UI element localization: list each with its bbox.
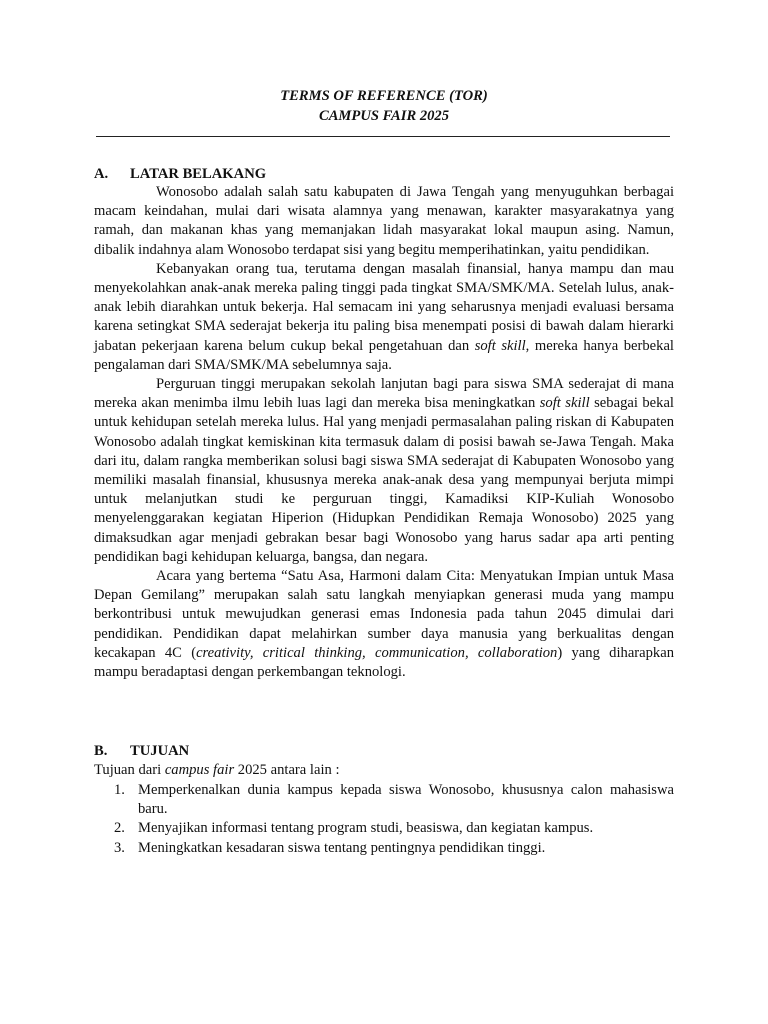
section-b-title: TUJUAN [130,743,190,759]
document-subtitle: CAMPUS FAIR 2025 [318,108,450,124]
paragraph-2 [94,260,674,375]
list-item [94,839,674,858]
list-item [94,819,674,838]
section-b-intro [94,761,340,780]
intro-emphasis: campus fair [164,762,235,778]
list-item-number: 2. [114,820,125,837]
paragraph-2-emphasis: soft skill [474,337,526,354]
paragraph-4-text-b: ) yang diharapkan mampu beradaptasi dengan perkembangan teknologi. [94,644,675,681]
list-item-number: 3. [114,839,125,856]
intro-text-a: Tujuan dari [94,762,165,778]
title-divider [96,136,670,137]
title-text-end: ) [482,88,488,104]
paragraph-3-text-a: Perguruan tinggi merupakan sekolah lanjutan bagi para siswa SMA sederajat di mana mereka akan menimba ilmu lebih luas lagi dan mereka bisa meningkatkan [94,376,674,412]
list-item-text: Menyajikan informasi tentang program studi, beasiswa, dan kegiatan kampus. [138,820,594,837]
paragraph-2-text-b: , mereka hanya berbekal pengalaman dari SMA/SMK/MA sebelumnya saja. [94,337,674,373]
paragraph-4 [94,567,674,682]
section-b-heading [94,742,189,761]
goals-list [94,781,674,858]
section-a-title: LATAR BELAKANG [130,166,267,182]
title-text-start: TERMS OF REFERENCE ( [280,88,454,104]
intro-text-b: 2025 antara lain : [234,762,340,778]
list-item-text: Meningkatkan kesadaran siswa tentang pentingnya pendidikan tinggi. [138,839,546,856]
paragraph-2-text-a: Kebanyakan orang tua, terutama dengan masalah finansial, hanya mampu dan mau menyekolahkan anak-anak mereka paling tinggi pada tingkat SMA/SMK/MA. Setelah lulus, anak-anak lebih diarahkan untuk bekerja. Hal semacam ini yang seharusnya menjadi evaluasi bersama karena setingkat SMA sederajat bekerja itu paling bisa menempati posisi di bawah dalam hierarki jabatan pekerjaan karena belum cukup bekal pengetahuan dan [94,260,674,354]
paragraph-1: Wonosobo adalah salah satu kabupaten di Jawa Tengah yang menyuguhkan berbagai macam keindahan, mulai dari wisata alamnya yang menawan, karakter masyarakatnya yang ramah, dan makanan khas yang memanjakan lidah masyarakat lokal maupun asing. Namun, dibalik indahnya alam Wonosobo terdapat sisi yang begitu memperihatinkan, yaitu pendidikan. [94,184,674,258]
list-item-text: Memperkenalkan dunia kampus kepada siswa Wonosobo, khususnya calon mahasiswa baru. [138,782,674,818]
document-title [0,87,768,106]
paragraph-4-emphasis: creativity, critical thinking, communication, collaboration [196,644,558,661]
section-b-number: B. [94,743,108,759]
paragraph-3-emphasis: soft skill [539,395,590,412]
paragraph-4-text-a: Acara yang bertema “Satu Asa, Harmoni dalam Cita: Menyatukan Impian untuk Masa Depan Gemilang” merupakan salah satu langkah menyiapkan generasi muda yang mampu berkontribusi untuk mewujudkan generasi emas Indonesia pada tahun 2045 dimulai dari pendidikan. Pendidikan dapat melahirkan sumber daya manusia yang berkualitas dengan kecakapan 4C ( [94,568,674,661]
paragraph-3 [94,375,674,567]
title-abbreviation: TOR [453,88,483,104]
section-a-body [94,183,674,682]
list-item-number: 1. [114,782,125,798]
section-a-number: A. [94,166,109,182]
paragraph-3-text-b: sebagai bekal untuk kehidupan setelah mereka lulus. Hal yang menjadi permasalahan paling riskan di Kabupaten Wonosobo adalah tingkat kemiskinan kita termasuk dalam di posisi bawah se-Jawa Tengah. Maka dari itu, dalam rangka memberikan solusi bagi siswa SMA sederajat di Kabupaten Wonosobo yang memiliki masalah finansial, khususnya mereka anak-anak desa yang mempunyai berjuta mimpi untuk melanjutkan studi ke perguruan tinggi, Kamadiksi KIP-Kuliah Wonosobo menyelenggarakan kegiatan Hiperion (Hidupkan Pendidikan Remaja Wonosobo) 2025 yang dimaksudkan agar menjadi gebrakan besar bagi Wonosobo yang harus sadar apa arti penting pendidikan bagi kehidupan keluarga, bangsa, dan negara. [94,395,674,565]
list-item [94,781,674,819]
section-a-heading [94,165,266,184]
